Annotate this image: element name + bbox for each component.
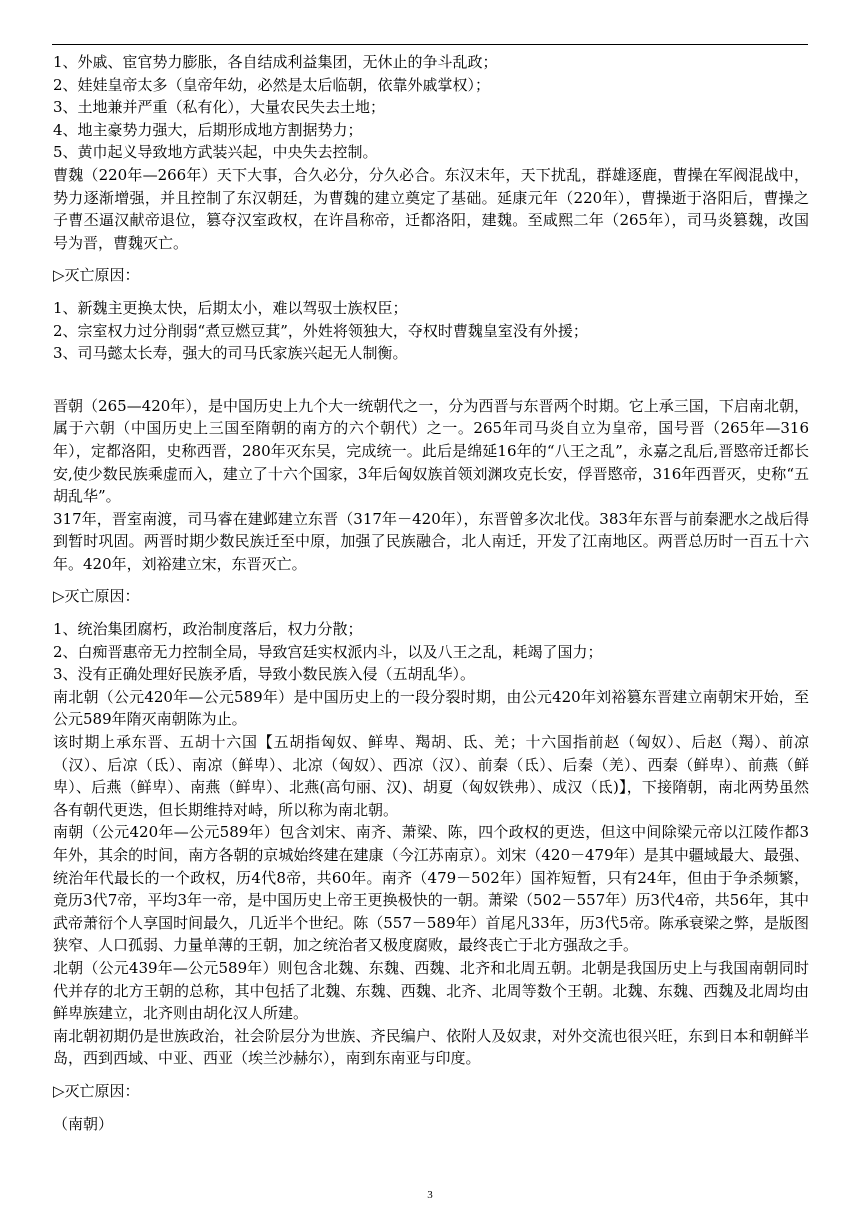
list-item: 5、黄巾起义导致地方武装兴起，中央失去控制。	[53, 143, 378, 162]
list-item: 4、地主豪势力强大，后期形成地方割据势力；	[53, 120, 363, 139]
subheading-nanchao: （南朝）	[53, 1114, 114, 1133]
paragraph-beichao: 北朝（公元439年—公元589年）则包含北魏、东魏、西魏、北齐和北周五朝。北朝是我国历史上与我国南朝同时代并存的北方王朝的总称，其中包括了北魏、东魏、西魏、北齐、北周等数个王朝。北魏、东魏、西魏及北周均由鲜卑族建立，北齐则由胡化汉人所建。	[53, 958, 809, 1023]
paragraph-jin: 晋朝（265—420年），是中国历史上九个大一统朝代之一，分为西晋与东晋两个时期。它上承三国，下启南北朝，属于六朝（中国历史上三国至隋朝的南方的六个朝代）之一。265年司马炎自立为皇帝，国号晋（265年—316年），定都洛阳，史称西晋，280年灭东吴，完成统一。此后是绵延16年的“八王之乱”，永嘉之乱后,晋愍帝迁都长安,使少数民族乘虚而入，建立了十六个国家，3年后匈奴族首领刘渊攻克长安，俘晋愍帝，316年西晋灭，史称“五胡乱华”。	[53, 396, 810, 506]
list-item: 1、统治集团腐朽，政治制度落后，权力分散；	[53, 620, 363, 639]
list-item: 1、外戚、宦官势力膨胀，各自结成利益集团，无休止的争斗乱政；	[53, 53, 498, 71]
list-item: 3、没有正确处理好民族矛盾，导致小数民族入侵（五胡乱华）。	[53, 665, 476, 684]
paragraph-east-jin: 317年，晋室南渡，司马睿在建邺建立东晋（317年－420年），东晋曾多次北伐。383年东晋与前秦淝水之战后得到暂时巩固。两晋时期少数民族迁至中原，加强了民族融合，北人南迁，开发了江南地区。两晋总历时一百五十六年。420年，刘裕建立宋，东晋灭亡。	[53, 509, 809, 573]
list-item: 3、土地兼并严重（私有化），大量农民失去土地；	[53, 98, 386, 117]
body-text	[53, 51, 809, 1135]
paragraph-nanbei-society: 南北朝初期仍是世族政治，社会阶层分为世族、齐民编户、依附人及奴隶，对外交流也很兴旺，东到日本和朝鲜半岛，西到西域、中亚、西亚（埃兰沙赫尔），南到东南亚与印度。	[53, 1026, 809, 1068]
list-item: 2、白痴晋惠帝无力控制全局，导致宫廷实权派内斗，以及八王之乱，耗竭了国力；	[53, 642, 603, 661]
heading-nanbei-fall-reasons: ▷灭亡原因：	[53, 1081, 140, 1100]
list-item: 2、宗室权力过分削弱“煮豆燃豆萁”，外姓将领独大，夺权时曹魏皇室没有外援；	[53, 321, 588, 340]
list-item: 3、司马懿太长寿，强大的司马氏家族兴起无人制衡。	[53, 344, 408, 363]
paragraph-nanbei-intro: 南北朝（公元420年—公元589年）是中国历史上的一段分裂时期，由公元420年刘裕篡东晋建立南朝宋开始，至公元589年隋灭南朝陈为止。	[53, 687, 809, 729]
list-item: 1、新魏主更换太快，后期太小，难以驾驭士族权臣；	[53, 298, 408, 317]
list-item: 2、娃娃皇帝太多（皇帝年幼，必然是太后临朝，依靠外戚掌权）；	[53, 75, 491, 94]
heading-wei-fall-reasons: ▷灭亡原因：	[53, 266, 140, 285]
paragraph-cao-wei: 曹魏（220年—266年）天下大事，合久必分，分久必合。东汉末年，天下扰乱，群雄逐鹿，曹操在军阀混战中，势力逐渐增强，并且控制了东汉朝廷，为曹魏的建立奠定了基础。延康元年（220年），曹操逝于洛阳后，曹操之子曹丕逼汉献帝退位，篡夺汉室政权，在许昌称帝，迁都洛阳，建魏。至咸熙二年（265年），司马炎篡魏，改国号为晋，曹魏灭亡。	[53, 165, 809, 252]
header-rule	[52, 44, 808, 45]
page-number: 3	[427, 1189, 433, 1201]
paragraph-nanchao: 南朝（公元420年—公元589年）包含刘宋、南齐、萧梁、陈，四个政权的更迭，但这中间除梁元帝以江陵作都3年外，其余的时间，南方各朝的京城始终建在建康（今江苏南京）。刘宋（420－479年）是其中疆域最大、最强、统治年代最长的一个政权，历4代8帝，共60年。南齐（479－502年）国祚短暂，只有24年，但由于争杀频繁，竟历3代7帝，平均3年一帝，是中国历史上帝王更换极快的一朝。萧梁（502－557年）历3代4帝，共56年，其中武帝萧衍个人享国时间最久，几近半个世纪。陈（557－589年）首尾凡33年，历3代5帝。陈承衰梁之弊，是版图狭窄、人口孤弱、力量单薄的王朝，加之统治者又极度腐败，最终丧亡于北方强敌之手。	[53, 823, 809, 955]
paragraph-nanbei-period: 该时期上承东晋、五胡十六国【五胡指匈奴、鲜卑、羯胡、氐、羌；十六国指前赵（匈奴）、后赵（羯）、前凉（汉）、后凉（氐）、南凉（鲜卑）、北凉（匈奴）、西凉（汉）、前秦（氐）、后秦（羌）、西秦（鲜卑）、前燕（鲜卑）、后燕（鲜卑）、南燕（鲜卑）、北燕(高句丽、汉)、胡夏（匈奴铁弗）、成汉（氐)】，下接隋朝，南北两势虽然各有朝代更迭，但长期维持对峙，所以称为南北朝。	[53, 733, 809, 819]
heading-jin-fall-reasons: ▷灭亡原因：	[53, 587, 140, 606]
